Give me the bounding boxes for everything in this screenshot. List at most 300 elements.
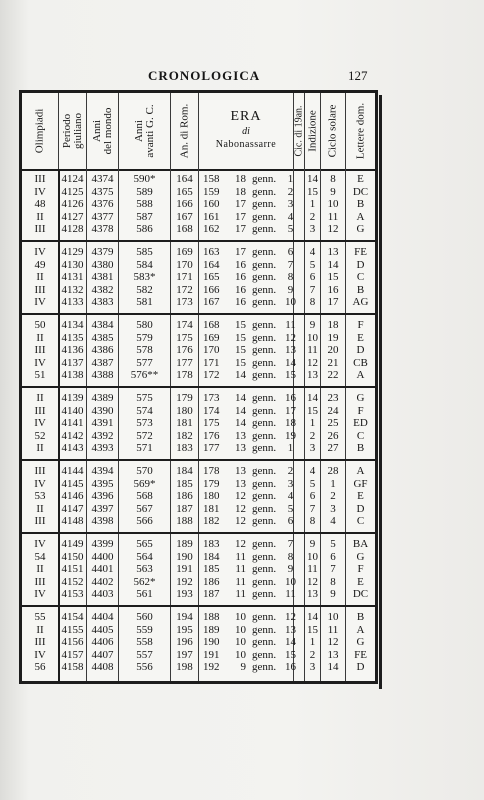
table-row-group: [22, 461, 375, 534]
dominical-letter-cell: DC: [352, 588, 369, 601]
table-row: [22, 503, 375, 515]
solar-cycle-cell: 9: [330, 588, 336, 601]
nabonassar-year-cell: 178: [203, 465, 220, 477]
bc-year-cell: 579: [136, 331, 153, 344]
table-row: [22, 465, 375, 477]
table-row: [22, 636, 375, 648]
rome-year-cell: 165: [176, 185, 193, 198]
rome-year-cell: 191: [176, 563, 193, 576]
world-year-cell: 4391: [91, 417, 114, 430]
world-year-cell: 4397: [91, 502, 114, 515]
julian-period-cell: 4131: [61, 271, 84, 284]
table-row: [22, 661, 375, 673]
nabonassar-year-cell: 159: [203, 185, 220, 198]
dominical-letter-cell: D: [356, 344, 365, 357]
olympiad-cell: II: [36, 210, 44, 223]
lunar-cycle-cell: 10: [285, 575, 296, 588]
month-cell: genn.: [252, 465, 277, 477]
header-solar-cycle: [321, 93, 346, 169]
day-cell: 10: [235, 611, 246, 623]
bc-year-cell: 562*: [133, 575, 156, 588]
bc-year-cell: 573: [136, 417, 153, 430]
julian-period-cell: 4157: [61, 648, 84, 661]
solar-cycle-cell: 9: [330, 185, 336, 198]
indiction-cell: 11: [307, 344, 318, 357]
bc-year-cell: 570: [136, 465, 153, 477]
lunar-cycle-cell: 17: [285, 404, 296, 417]
header-era-sub2: Nabonassarre: [215, 139, 277, 150]
bc-year-cell: 584: [136, 258, 153, 271]
nabonassar-year-cell: 170: [203, 344, 220, 357]
day-cell: 11: [235, 563, 246, 576]
month-cell: genn.: [252, 636, 277, 649]
rome-year-cell: 179: [176, 392, 193, 404]
nabonassar-year-cell: 161: [203, 210, 220, 223]
nabonassar-year-cell: 190: [203, 636, 220, 649]
bc-year-cell: 588: [136, 198, 153, 211]
table-row-group: [22, 607, 375, 680]
header-dominical-letters: [346, 93, 375, 169]
indiction-cell: 10: [307, 550, 318, 563]
table-row: [22, 369, 375, 381]
dominical-letter-cell: D: [356, 258, 365, 271]
rome-year-cell: 167: [176, 210, 193, 223]
rome-year-cell: 178: [176, 369, 193, 382]
lunar-cycle-cell: 11: [285, 319, 296, 331]
nabonassar-year-cell: 165: [203, 271, 220, 284]
lunar-cycle-cell: 7: [287, 538, 294, 550]
dominical-letter-cell: G: [356, 550, 365, 563]
rome-year-cell: 170: [176, 258, 193, 271]
lunar-cycle-cell: 1: [287, 173, 294, 185]
table-row: [22, 478, 375, 490]
month-cell: genn.: [252, 404, 277, 417]
olympiad-cell: IV: [34, 246, 46, 258]
solar-cycle-cell: 15: [327, 271, 339, 284]
day-cell: 16: [235, 271, 246, 284]
dominical-letter-cell: C: [356, 515, 365, 528]
rome-year-cell: 196: [176, 636, 193, 649]
bc-year-cell: 571: [136, 442, 153, 455]
rome-year-cell: 177: [176, 356, 193, 369]
world-year-cell: 4379: [91, 246, 114, 258]
dominical-letter-cell: F: [357, 404, 364, 417]
nabonassar-year-cell: 166: [203, 283, 220, 296]
olympiad-cell: III: [34, 223, 46, 236]
indiction-cell: 15: [307, 185, 318, 198]
day-cell: 11: [235, 575, 246, 588]
rome-year-cell: 168: [176, 223, 193, 236]
nabonassar-year-cell: 163: [203, 246, 220, 258]
nabonassar-year-cell: 179: [203, 477, 220, 490]
lunar-cycle-cell: 16: [285, 392, 296, 404]
lunar-cycle-cell: 9: [287, 283, 294, 296]
rome-year-cell: 197: [176, 648, 193, 661]
header-lunar-label: Cic. di 19an.: [293, 105, 305, 157]
table-row-group: [22, 315, 375, 388]
solar-cycle-cell: 3: [330, 502, 336, 515]
month-cell: genn.: [252, 588, 277, 601]
day-cell: 12: [235, 515, 246, 528]
nabonassar-year-cell: 172: [203, 369, 220, 382]
world-year-cell: 4401: [91, 563, 114, 576]
dominical-letter-cell: C: [356, 271, 365, 284]
chronology-table: [19, 90, 378, 684]
table-row: [22, 284, 375, 296]
nabonassar-year-cell: 167: [203, 296, 220, 309]
dominical-letter-cell: E: [357, 490, 364, 503]
nabonassar-year-cell: 186: [203, 575, 220, 588]
solar-cycle-cell: 24: [327, 404, 339, 417]
lunar-cycle-cell: 15: [285, 369, 296, 382]
lunar-cycle-cell: 6: [287, 515, 294, 528]
table-row: [22, 538, 375, 550]
lunar-cycle-cell: 13: [285, 623, 296, 636]
julian-period-cell: 4146: [61, 490, 84, 503]
bc-year-cell: 557: [136, 648, 153, 661]
julian-period-cell: 4141: [61, 417, 84, 430]
table-row: [22, 430, 375, 442]
olympiad-cell: IV: [34, 588, 46, 601]
world-year-cell: 4398: [91, 515, 114, 528]
rome-year-cell: 195: [176, 623, 193, 636]
day-cell: 15: [235, 356, 246, 369]
month-cell: genn.: [252, 392, 277, 404]
indiction-cell: 11: [307, 563, 318, 576]
olympiad-cell: II: [36, 331, 44, 344]
julian-period-cell: 4158: [61, 661, 84, 674]
bc-year-cell: 585: [136, 246, 153, 258]
dominical-letter-cell: GF: [353, 477, 368, 490]
dominical-letter-cell: E: [357, 173, 364, 185]
month-cell: genn.: [252, 550, 277, 563]
month-cell: genn.: [252, 258, 277, 271]
table-row: [22, 551, 375, 563]
lunar-cycle-cell: 9: [287, 563, 294, 576]
world-year-cell: 4407: [91, 648, 114, 661]
olympiad-cell: II: [36, 502, 44, 515]
lunar-cycle-cell: 6: [287, 246, 294, 258]
header-indiction-label: Indizione: [306, 110, 318, 152]
lunar-cycle-cell: 2: [287, 465, 294, 477]
rome-year-cell: 181: [176, 417, 193, 430]
header-rome-label: An. di Rom.: [178, 103, 190, 159]
indiction-cell: 9: [309, 538, 316, 550]
table-row: [22, 344, 375, 356]
table-row: [22, 392, 375, 404]
world-year-cell: 4406: [91, 636, 114, 649]
lunar-cycle-cell: 5: [287, 223, 294, 236]
olympiad-cell: IV: [34, 296, 46, 309]
table-row: [22, 319, 375, 331]
olympiad-cell: III: [34, 404, 46, 417]
header-olympiads: [22, 93, 59, 169]
olympiad-cell: III: [34, 515, 46, 528]
indiction-cell: 3: [309, 223, 316, 236]
julian-period-cell: 4124: [61, 173, 84, 185]
indiction-cell: 1: [309, 198, 316, 211]
month-cell: genn.: [252, 223, 277, 236]
world-year-cell: 4402: [91, 575, 114, 588]
dominical-letter-cell: A: [356, 465, 365, 477]
table-row-group: [22, 388, 375, 461]
bc-year-cell: 568: [136, 490, 153, 503]
table-row: [22, 588, 375, 600]
indiction-cell: 2: [309, 648, 316, 661]
table-row: [22, 271, 375, 283]
nabonassar-year-cell: 162: [203, 223, 220, 236]
solar-cycle-cell: 13: [327, 648, 339, 661]
dominical-letter-cell: F: [357, 319, 364, 331]
rome-year-cell: 193: [176, 588, 193, 601]
indiction-cell: 5: [309, 477, 316, 490]
bc-year-cell: 582: [136, 283, 153, 296]
table-row: [22, 490, 375, 502]
world-year-cell: 4378: [91, 223, 114, 236]
dominical-letter-cell: C: [356, 429, 365, 442]
solar-cycle-cell: 14: [327, 661, 339, 674]
bc-year-cell: 586: [136, 223, 153, 236]
julian-period-cell: 4126: [61, 198, 84, 211]
bc-year-cell: 564: [136, 550, 153, 563]
table-row: [22, 332, 375, 344]
rome-year-cell: 169: [176, 246, 193, 258]
world-year-cell: 4394: [91, 465, 114, 477]
month-cell: genn.: [252, 283, 277, 296]
olympiad-cell: III: [34, 283, 46, 296]
nabonassar-year-cell: 158: [203, 173, 220, 185]
month-cell: genn.: [252, 477, 277, 490]
bc-year-cell: 558: [136, 636, 153, 649]
day-cell: 17: [235, 246, 246, 258]
world-year-cell: 4399: [91, 538, 114, 550]
solar-cycle-cell: 1: [330, 477, 336, 490]
table-row: [22, 246, 375, 258]
julian-period-cell: 4129: [61, 246, 84, 258]
indiction-cell: 15: [307, 623, 318, 636]
bc-year-cell: 574: [136, 404, 153, 417]
indiction-cell: 4: [309, 246, 316, 258]
world-year-cell: 4381: [91, 271, 114, 284]
indiction-cell: 15: [307, 404, 318, 417]
world-year-cell: 4376: [91, 198, 114, 211]
day-cell: 14: [235, 392, 246, 404]
table-row-group: [22, 169, 375, 242]
month-cell: genn.: [252, 442, 277, 455]
header-era-sub1: di: [242, 126, 250, 137]
solar-cycle-cell: 23: [327, 392, 339, 404]
julian-period-cell: 4150: [61, 550, 84, 563]
world-year-cell: 4377: [91, 210, 114, 223]
julian-period-cell: 4155: [61, 623, 84, 636]
rome-year-cell: 185: [176, 477, 193, 490]
lunar-cycle-cell: 8: [287, 550, 294, 563]
indiction-cell: 1: [309, 417, 316, 430]
indiction-cell: 9: [309, 319, 316, 331]
day-cell: 17: [235, 223, 246, 236]
rome-year-cell: 164: [176, 173, 193, 185]
nabonassar-year-cell: 176: [203, 429, 220, 442]
bc-year-cell: 565: [136, 538, 153, 550]
world-year-cell: 4387: [91, 356, 114, 369]
table-row: [22, 186, 375, 198]
solar-cycle-cell: 26: [327, 429, 339, 442]
day-cell: 14: [235, 369, 246, 382]
indiction-cell: 8: [309, 296, 316, 309]
day-cell: 16: [235, 296, 246, 309]
solar-cycle-cell: 7: [330, 563, 336, 576]
olympiad-cell: IV: [34, 356, 46, 369]
julian-period-cell: 4132: [61, 283, 84, 296]
solar-cycle-cell: 28: [327, 465, 339, 477]
julian-period-cell: 4142: [61, 429, 84, 442]
olympiad-cell: IV: [34, 477, 46, 490]
olympiad-cell: 50: [34, 319, 46, 331]
world-year-cell: 4400: [91, 550, 114, 563]
day-cell: 15: [235, 319, 246, 331]
month-cell: genn.: [252, 198, 277, 211]
month-cell: genn.: [252, 429, 277, 442]
solar-cycle-cell: 16: [327, 283, 339, 296]
rome-year-cell: 188: [176, 515, 193, 528]
indiction-cell: 12: [307, 356, 318, 369]
table-row: [22, 515, 375, 527]
table-row: [22, 198, 375, 210]
day-cell: 18: [235, 173, 246, 185]
table-row: [22, 211, 375, 223]
indiction-cell: 3: [309, 442, 316, 455]
lunar-cycle-cell: 5: [287, 502, 294, 515]
julian-period-cell: 4134: [61, 319, 84, 331]
solar-cycle-cell: 2: [330, 490, 336, 503]
rome-year-cell: 189: [176, 538, 193, 550]
nabonassar-year-cell: 188: [203, 611, 220, 623]
world-year-cell: 4382: [91, 283, 114, 296]
solar-cycle-cell: 6: [330, 550, 336, 563]
day-cell: 14: [235, 417, 246, 430]
rome-year-cell: 172: [176, 283, 193, 296]
julian-period-cell: 4135: [61, 331, 84, 344]
table-row: [22, 576, 375, 588]
rome-year-cell: 198: [176, 661, 193, 674]
lunar-cycle-cell: 12: [285, 331, 296, 344]
day-cell: 12: [235, 538, 246, 550]
lunar-cycle-cell: 8: [287, 271, 294, 284]
world-year-cell: 4388: [91, 369, 114, 382]
month-cell: genn.: [252, 563, 277, 576]
day-cell: 18: [235, 185, 246, 198]
lunar-cycle-cell: 2: [287, 185, 294, 198]
lunar-cycle-cell: 3: [287, 198, 294, 211]
day-cell: 13: [235, 429, 246, 442]
julian-period-cell: 4144: [61, 465, 84, 477]
julian-period-cell: 4130: [61, 258, 84, 271]
indiction-cell: 13: [307, 369, 318, 382]
header-bc-line2: avanti G. C.: [143, 104, 156, 158]
solar-cycle-cell: 10: [327, 611, 339, 623]
table-row: [22, 649, 375, 661]
solar-cycle-cell: 18: [327, 319, 339, 331]
day-cell: 10: [235, 636, 246, 649]
header-bc-years: [119, 93, 171, 169]
world-year-cell: 4408: [91, 661, 114, 674]
julian-period-cell: 4136: [61, 344, 84, 357]
julian-period-cell: 4137: [61, 356, 84, 369]
julian-period-cell: 4145: [61, 477, 84, 490]
dominical-letter-cell: B: [356, 611, 365, 623]
dominical-letter-cell: DC: [352, 185, 369, 198]
world-year-cell: 4393: [91, 442, 114, 455]
indiction-cell: 14: [307, 173, 318, 185]
table-row: [22, 417, 375, 429]
bc-year-cell: 566: [136, 515, 153, 528]
world-year-cell: 4374: [91, 173, 114, 185]
bc-year-cell: 577: [136, 356, 153, 369]
julian-period-cell: 4147: [61, 502, 84, 515]
nabonassar-year-cell: 169: [203, 331, 220, 344]
lunar-cycle-cell: 3: [287, 477, 294, 490]
dominical-letter-cell: B: [356, 442, 365, 455]
indiction-cell: 14: [307, 611, 318, 623]
header-world-years: [87, 93, 119, 169]
month-cell: genn.: [252, 356, 277, 369]
month-cell: genn.: [252, 369, 277, 382]
table-row: [22, 442, 375, 454]
nabonassar-year-cell: 164: [203, 258, 220, 271]
nabonassar-year-cell: 183: [203, 538, 220, 550]
olympiad-cell: III: [34, 344, 46, 357]
indiction-cell: 10: [307, 331, 318, 344]
dominical-letter-cell: CB: [353, 356, 368, 369]
dominical-letter-cell: A: [356, 210, 365, 223]
bc-year-cell: 576**: [130, 369, 159, 382]
olympiad-cell: III: [34, 575, 46, 588]
month-cell: genn.: [252, 331, 277, 344]
month-cell: genn.: [252, 210, 277, 223]
dominical-letter-cell: G: [356, 392, 365, 404]
indiction-cell: 2: [309, 429, 316, 442]
month-cell: genn.: [252, 648, 277, 661]
world-year-cell: 4395: [91, 477, 114, 490]
month-cell: genn.: [252, 623, 277, 636]
table-row: [22, 173, 375, 185]
lunar-cycle-cell: 11: [285, 588, 296, 601]
day-cell: 13: [235, 465, 246, 477]
solar-cycle-cell: 25: [327, 417, 339, 430]
month-cell: genn.: [252, 271, 277, 284]
olympiad-cell: IV: [34, 538, 46, 550]
day-cell: 15: [235, 344, 246, 357]
world-year-cell: 4385: [91, 331, 114, 344]
lunar-cycle-cell: 12: [285, 611, 296, 623]
header-solar-label: Ciclo solare: [326, 104, 339, 158]
day-cell: 12: [235, 502, 246, 515]
month-cell: genn.: [252, 246, 277, 258]
month-cell: genn.: [252, 502, 277, 515]
solar-cycle-cell: 11: [327, 623, 339, 636]
header-era-title: ERA: [230, 109, 262, 124]
dominical-letter-cell: D: [356, 661, 365, 674]
olympiad-cell: II: [36, 392, 44, 404]
month-cell: genn.: [252, 344, 277, 357]
indiction-cell: 7: [309, 502, 316, 515]
bc-year-cell: 590*: [133, 173, 156, 185]
rome-year-cell: 176: [176, 344, 193, 357]
olympiad-cell: 48: [34, 198, 46, 211]
olympiad-cell: II: [36, 271, 44, 284]
header-world-line2: del mondo: [101, 107, 114, 155]
solar-cycle-cell: 5: [330, 538, 336, 550]
